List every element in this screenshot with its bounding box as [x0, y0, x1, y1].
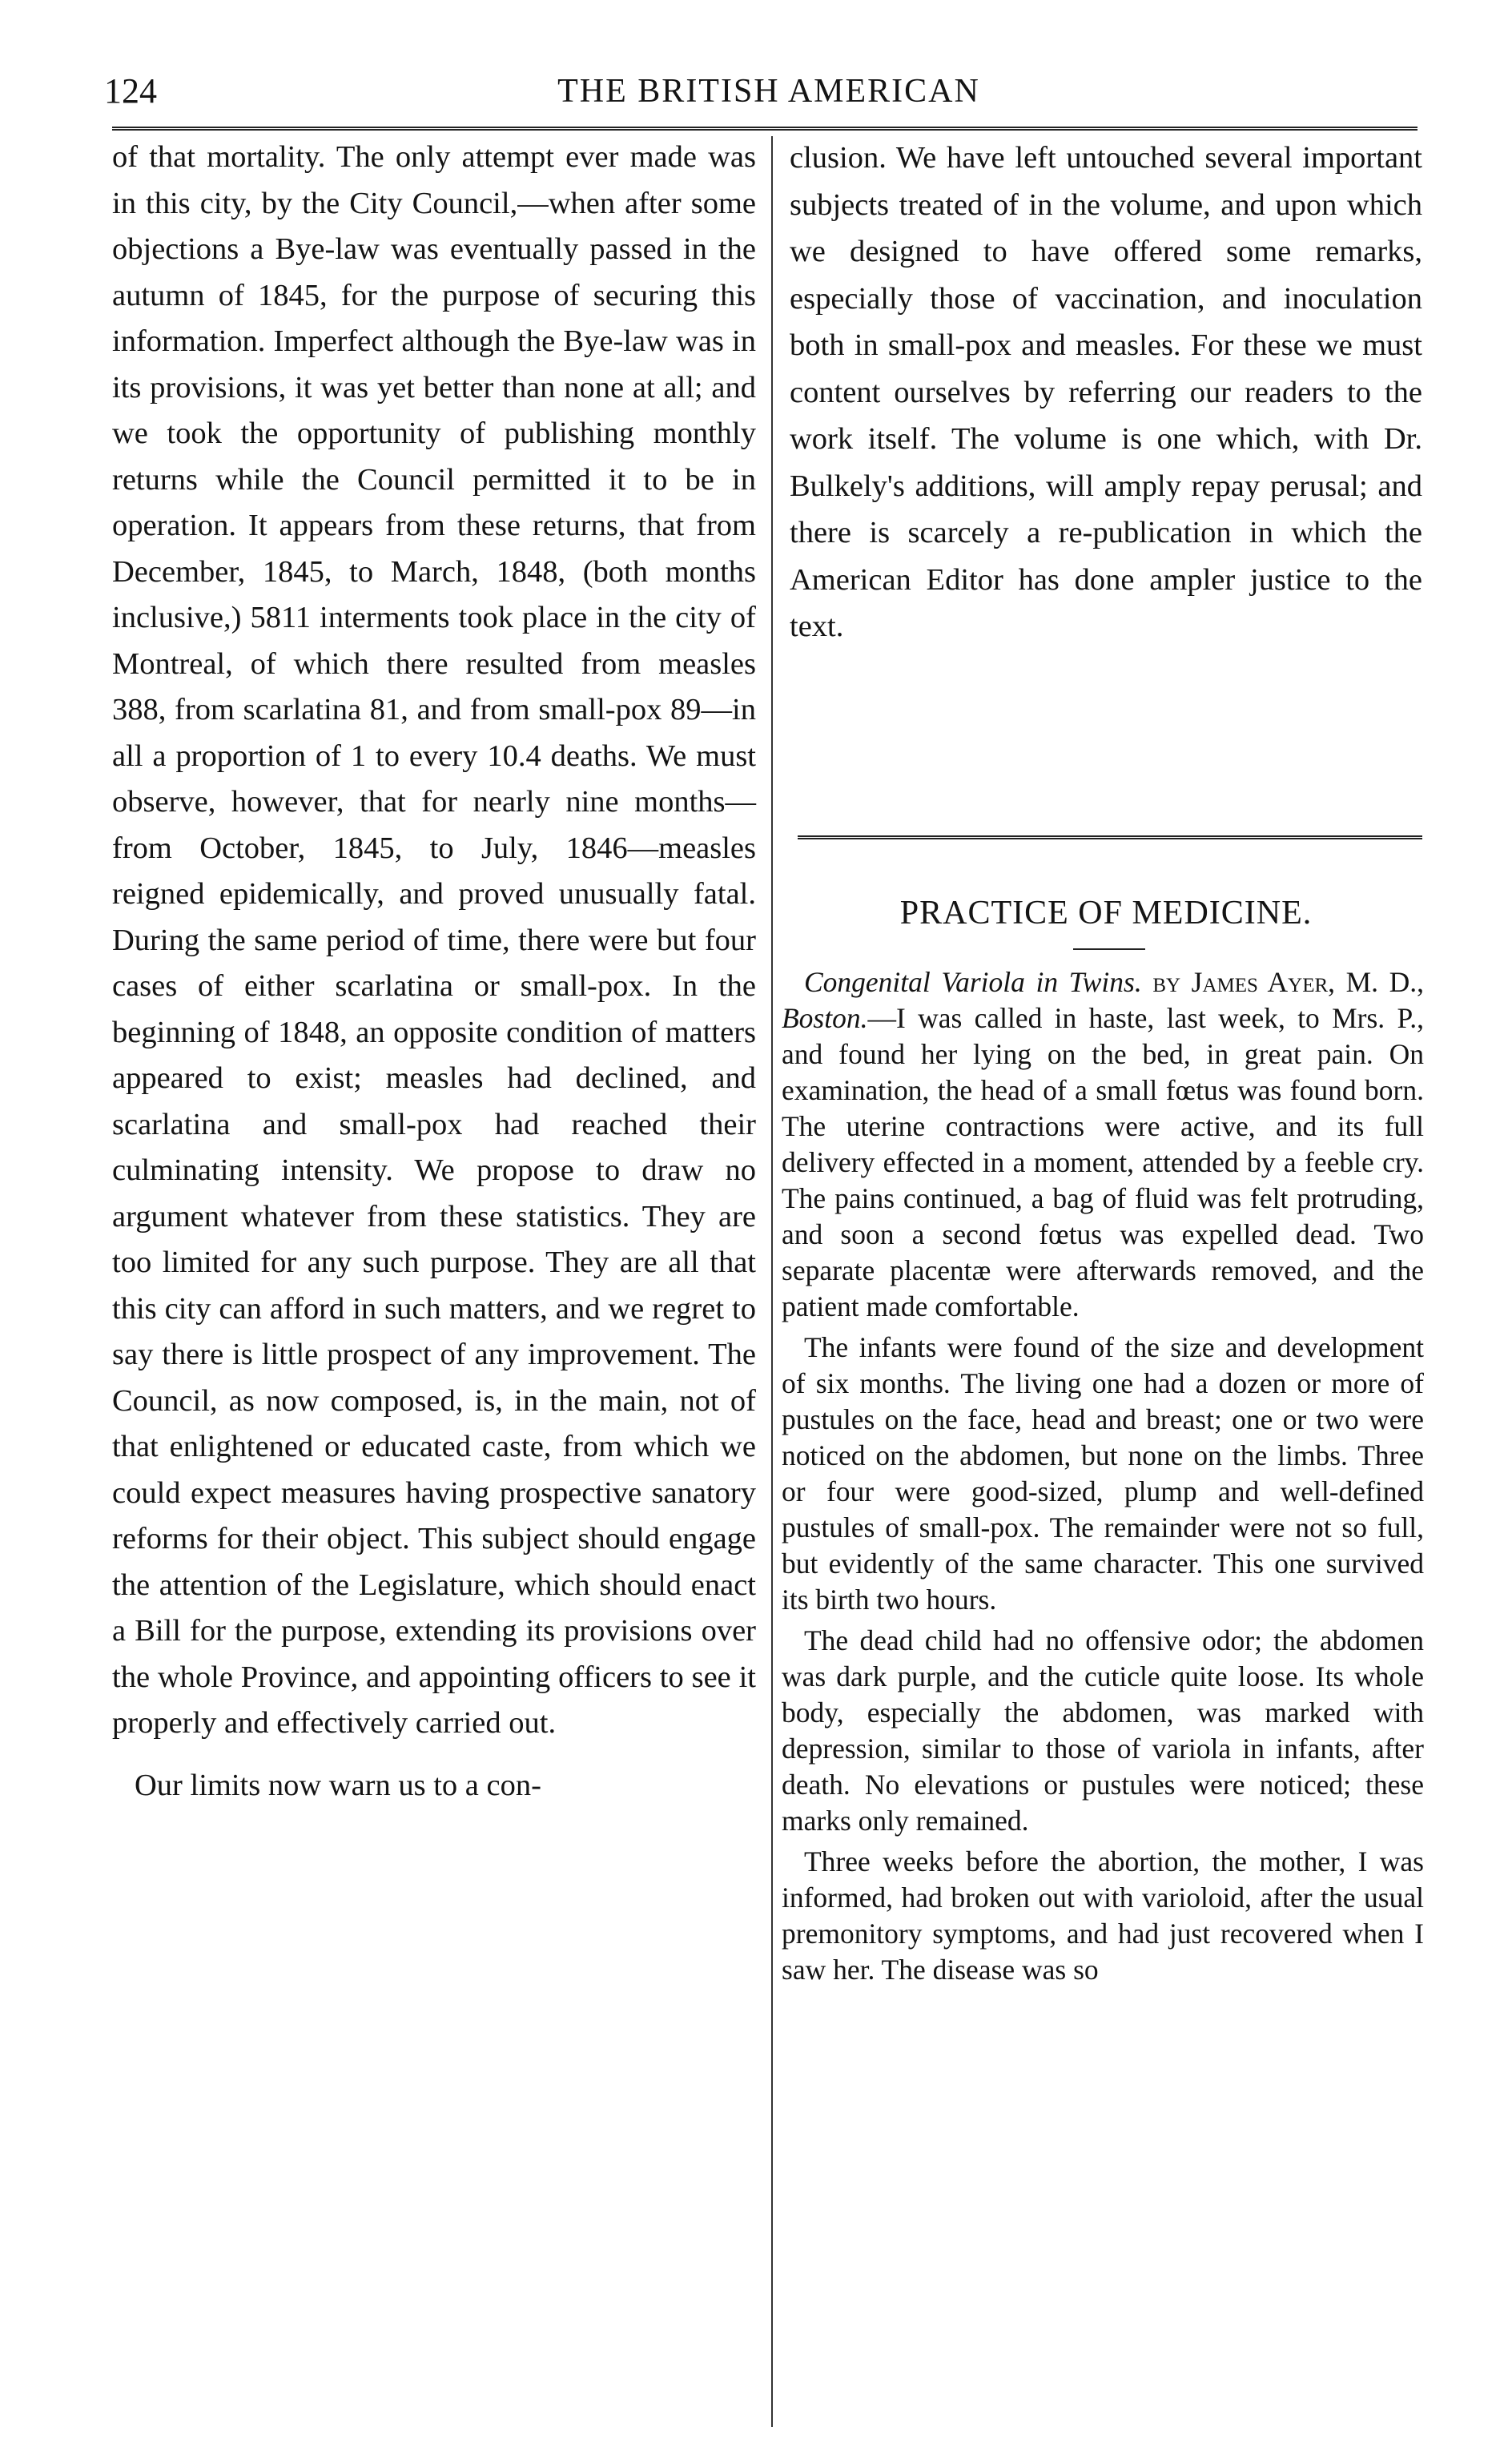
article-body	[782, 964, 1424, 1988]
article-paragraph-4: Three weeks before the abortion, the mother, I was informed, had broken out with varioloid, after the usual premonitory symptoms, and had just recovered when I saw her. The disease was so	[782, 1845, 1424, 1986]
left-paragraph-1: of that mortality. The only attempt ever made was in this city, by the City Council,—when after some objections a Bye-law was eventually passed in the autumn of 1845, for the purpose of securing this information. Imperfect although the Bye-law was in its provisions, it was yet better than none at all; and we took the opportunity of publishing monthly returns while the Council permitted it to be in operation. It appears from these returns, that from December, 1845, to March, 1848, (both months inclusive,) 5811 interments took place in the city of Montreal, of which there resulted from measles 388, from scarlatina 81, and from small-pox 89—in all a proportion of 1 to every 10.4 deaths. We must observe, however, that for nearly nine months—from October, 1845, to July, 1846—measles reigned epidemically, and proved unusually fatal. During the same period of time, there were but four cases of either scarlatina or small-pox. In the beginning of 1848, an opposite condition of matters appeared to exist; measles had declined, and scarlatina and small-pox had reached their culminating intensity. We propose to draw no argument whatever from these statistics. They are too limited for any such purpose. They are all that this city can afford in such matters, and we regret to say there is little prospect of any improvement. The Council, as now composed, is, in the main, not of that enlightened or educated caste, from which we could expect measures having prospective sanatory reforms for their object. This subject should engage the attention of the Legislature, which should enact a Bill for the purpose, extending its provisions over the whole Province, and appointing officers to see it properly and effectively carried out.	[112, 140, 756, 1740]
section-title: PRACTICE OF MEDICINE.	[899, 895, 1313, 932]
right-column-review-end	[790, 135, 1422, 650]
article-heading-title: Congenital Variola in Twins.	[804, 966, 1142, 998]
article-author-degree: , M. D.,	[1328, 966, 1425, 998]
left-paragraph-2: Our limits now warn us to a con-	[135, 1768, 541, 1802]
right-paragraph-1: clusion. We have left untouched several important subjects treated of in the volume, and upon which we designed to have offered some remarks, especially those of vaccination, and inoculation both in small-pox and measles. For these we must content ourselves by referring our readers to the work itself. The volume is one which, with Dr. Bulkely's additions, will amply repay perusal; and there is scarcely a re-publication in which the American Editor has done ampler justice to the text.	[790, 141, 1422, 643]
left-column	[112, 135, 756, 1809]
column-divider	[771, 136, 773, 2427]
article-paragraph-1-text: —I was called in haste, last week, to Mrs. P., and found her lying on the bed, in great pain. On examination, the head of a small fœtus was found born. The uterine contractions were active, and its full delivery effected in a moment, attended by a feeble cry. The pains continued, a bag of fluid was felt protruding, and soon a second fœtus was expelled dead. Two separate placentæ were afterwards removed, and the patient made comfortable.	[782, 1002, 1424, 1322]
journal-title: THE BRITISH AMERICAN	[557, 73, 980, 110]
header-rule	[112, 127, 1418, 131]
section-divider-rule	[798, 835, 1422, 839]
article-heading-by: by	[1152, 966, 1181, 998]
article-paragraph-3: The dead child had no offensive odor; the abdomen was dark purple, and the cuticle quite loose. Its whole body, especially the abdomen, was marked with depression, similar to those of variola in infants, after death. No elevations or pustules were noticed; these marks only remained.	[782, 1624, 1424, 1837]
article-author: James Ayer	[1191, 966, 1329, 998]
section-title-underline	[1073, 948, 1145, 950]
page-number: 124	[104, 71, 157, 111]
article-location: Boston.	[782, 1002, 868, 1034]
page-header	[104, 69, 1434, 114]
article-paragraph-1	[782, 964, 1424, 1325]
article-paragraph-2: The infants were found of the size and development of six months. The living one had a dozen or more of pustules on the face, head and breast; one or two were noticed on the abdomen, but none on the limbs. Three or four were good-sized, plump and well-defined pustules of small-pox. The remainder were not so full, but evidently of the same character. This one survived its birth two hours.	[782, 1331, 1424, 1616]
